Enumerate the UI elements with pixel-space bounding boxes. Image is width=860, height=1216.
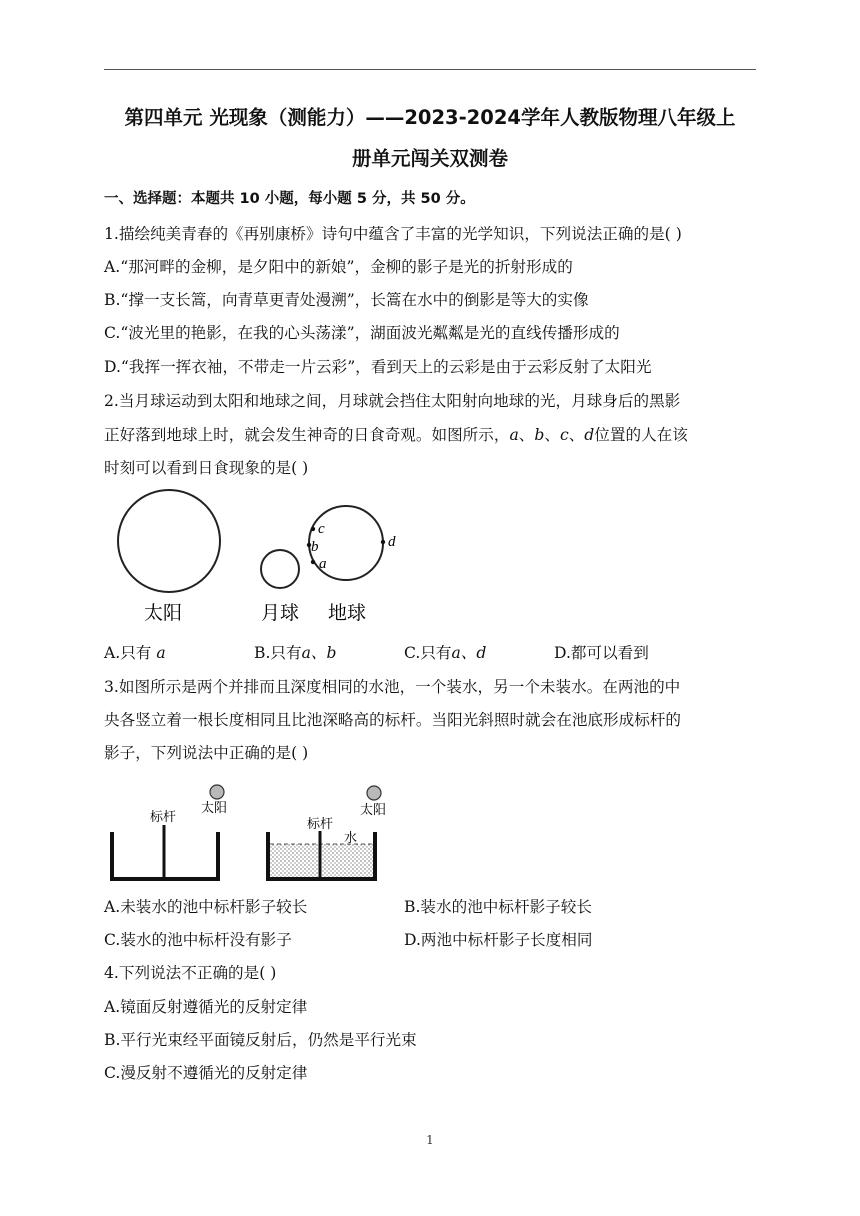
- q2-letter-c: c: [559, 426, 569, 444]
- q2-option-b: [254, 642, 336, 664]
- q1-option-c: C.“波光里的艳影，在我的心头荡漾”，湖面波光粼粼是光的直线传播形成的: [104, 324, 620, 342]
- moon-circle: [261, 550, 299, 588]
- q2-option-c-letters: a、d: [451, 644, 487, 662]
- q1-option-b: B.“撑一支长篙，向青草更青处漫溯”，长篙在水中的倒影是等大的实像: [104, 291, 589, 309]
- point-c-label: c: [318, 521, 325, 537]
- point-a-label: a: [319, 556, 327, 572]
- page-title-line-2: 册单元闯关双测卷: [351, 147, 508, 170]
- q2-option-d-text: D.都可以看到: [554, 644, 649, 662]
- sun-label-right: 太阳: [360, 803, 387, 818]
- q3-stem-line-3: 影子，下列说法中正确的是( ): [104, 744, 309, 762]
- sun-circle: [118, 490, 220, 592]
- sun-icon-right: [367, 786, 381, 800]
- earth-label: 地球: [328, 602, 367, 624]
- q2-stem-line-2: 正好落到地球上时，就会发生神奇的日食奇观。如图所示，a、b、c、d位置的人在该: [104, 426, 688, 444]
- q2-option-c-text: C.只有: [404, 644, 452, 662]
- section-heading: 一、选择题：本题共 10 小题，每小题 5 分，共 50 分。: [104, 191, 475, 207]
- q4-option-c: C.漫反射不遵循光的反射定律: [104, 1064, 308, 1082]
- point-b-label: b: [311, 539, 319, 555]
- page-number: 1: [426, 1133, 434, 1147]
- q2-letter-d: d: [584, 426, 595, 444]
- point-d-label: d: [388, 534, 396, 550]
- q2-option-b-letters: a、b: [301, 644, 337, 662]
- sun-label-left: 太阳: [201, 801, 228, 816]
- pools-figure: [104, 780, 394, 886]
- q2-option-a: [104, 642, 166, 664]
- q1-stem: 1.描绘纯美青春的《再别康桥》诗句中蕴含了丰富的光学知识，下列说法正确的是( ): [104, 225, 682, 243]
- empty-pool-pole-label: 标杆: [150, 810, 177, 825]
- sun-icon-left: [210, 785, 224, 799]
- q3-option-c: C.装水的池中标杆没有影子: [104, 931, 292, 949]
- q1-option-a: A.“那河畔的金柳，是夕阳中的新娘”，金柳的影子是光的折射形成的: [104, 258, 573, 276]
- q2-letter-b: b: [534, 426, 545, 444]
- water-pool-pole-label: 标杆: [307, 817, 334, 832]
- q2-option-a-text: A.只有: [104, 644, 157, 662]
- q4-option-b: B.平行光束经平面镜反射后，仍然是平行光束: [104, 1031, 417, 1049]
- q2-stem-line-3: 时刻可以看到日食现象的是( ): [104, 459, 309, 477]
- q1-option-d: D.“我挥一挥衣袖，不带走一片云彩”，看到天上的云彩是由于云彩反射了太阳光: [104, 358, 652, 376]
- point-c-dot: [311, 527, 315, 531]
- header-rule: [104, 69, 756, 70]
- q4-option-a: A.镜面反射遵循光的反射定律: [104, 998, 308, 1016]
- q2-option-d: [554, 642, 649, 664]
- q2-option-b-text: B.只有: [254, 644, 302, 662]
- q3-option-d: D.两池中标杆影子长度相同: [404, 931, 593, 949]
- q2-option-c: [404, 642, 486, 664]
- water-label: 水: [344, 831, 358, 846]
- point-a-dot: [311, 560, 315, 564]
- q3-stem-line-2: 央各竖立着一根长度相同且比池深略高的标杆。当阳光斜照时就会在池底形成标杆的: [104, 711, 681, 729]
- q4-stem: 4.下列说法不正确的是( ): [104, 964, 277, 982]
- page-title-line-1: 第四单元 光现象（测能力）——2023-2024学年人教版物理八年级上: [124, 106, 736, 129]
- q2-letter-a: a: [509, 426, 519, 444]
- q3-stem-line-1: 3.如图所示是两个并排而且深度相同的水池，一个装水，另一个未装水。在两池的中: [104, 678, 681, 696]
- q3-option-a: A.未装水的池中标杆影子较长: [104, 898, 308, 916]
- q2-stem-text-cont: 位置的人在该: [594, 426, 688, 444]
- q2-stem-text: 正好落到地球上时，就会发生神奇的日食奇观。如图所示，: [104, 426, 510, 444]
- q2-stem-line-1: 2.当月球运动到太阳和地球之间，月球就会挡住太阳射向地球的光，月球身后的黑影: [104, 392, 681, 410]
- solar-eclipse-figure: [104, 488, 404, 632]
- moon-label: 月球: [261, 602, 300, 624]
- q2-option-a-letters: a: [156, 644, 166, 662]
- point-d-dot: [381, 540, 385, 544]
- sun-label: 太阳: [144, 602, 183, 624]
- q3-option-b: B.装水的池中标杆影子较长: [404, 898, 592, 916]
